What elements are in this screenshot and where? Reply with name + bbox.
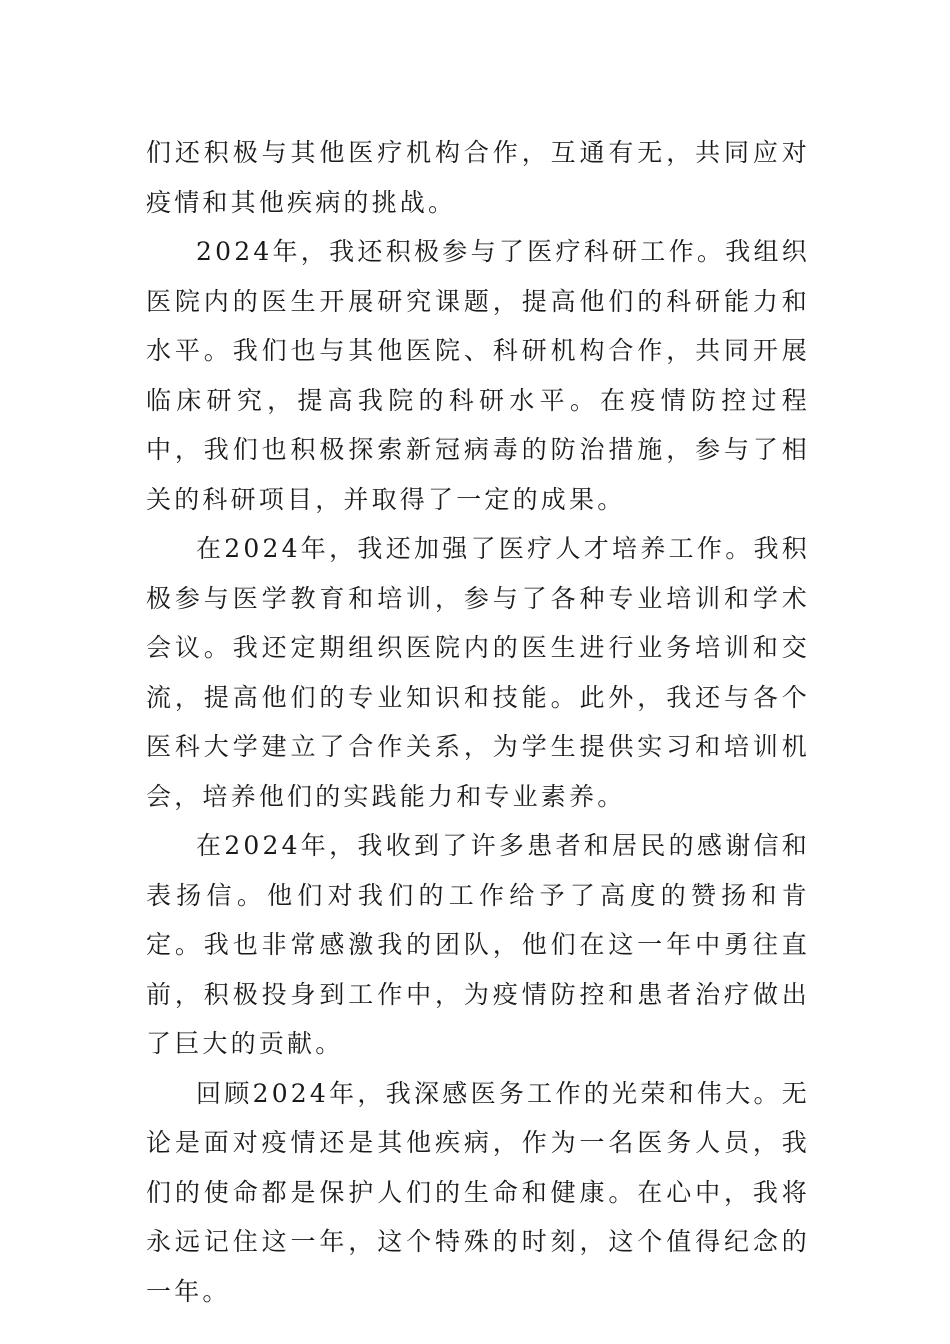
paragraph-continuation: 们还积极与其他医疗机构合作，互通有无，共同应对疫情和其他疾病的挑战。 [146, 138, 810, 217]
document-body [146, 128, 810, 1316]
paragraph-training: 在2024年，我还加强了医疗人才培养工作。我积极参与医学教育和培训，参与了各种专业培训和学术会议。我还定期组织医院内的医生进行业务培训和交流，提高他们的专业知识和技能。此外，我还与各个医科大学建立了合作关系，为学生提供实习和培训机会，培养他们的实践能力和专业素养。 [146, 534, 810, 811]
paragraph-gratitude: 在2024年，我收到了许多患者和居民的感谢信和表扬信。他们对我们的工作给予了高度的赞扬和肯定。我也非常感激我的团队，他们在这一年中勇往直前，积极投身到工作中，为疫情防控和患者治疗做出了巨大的贡献。 [146, 831, 810, 1058]
paragraph-review: 回顾2024年，我深感医务工作的光荣和伟大。无论是面对疫情还是其他疾病，作为一名医务人员，我们的使命都是保护人们的生命和健康。在心中，我将永远记住这一年，这个特殊的时刻，这个值得纪念的一年。 [146, 1078, 810, 1306]
paragraph-research: 2024年，我还积极参与了医疗科研工作。我组织医院内的医生开展研究课题，提高他们的科研能力和水平。我们也与其他医院、科研机构合作，共同开展临床研究，提高我院的科研水平。在疫情防控过程中，我们也积极探索新冠病毒的防治措施，参与了相关的科研项目，并取得了一定的成果。 [146, 237, 810, 514]
